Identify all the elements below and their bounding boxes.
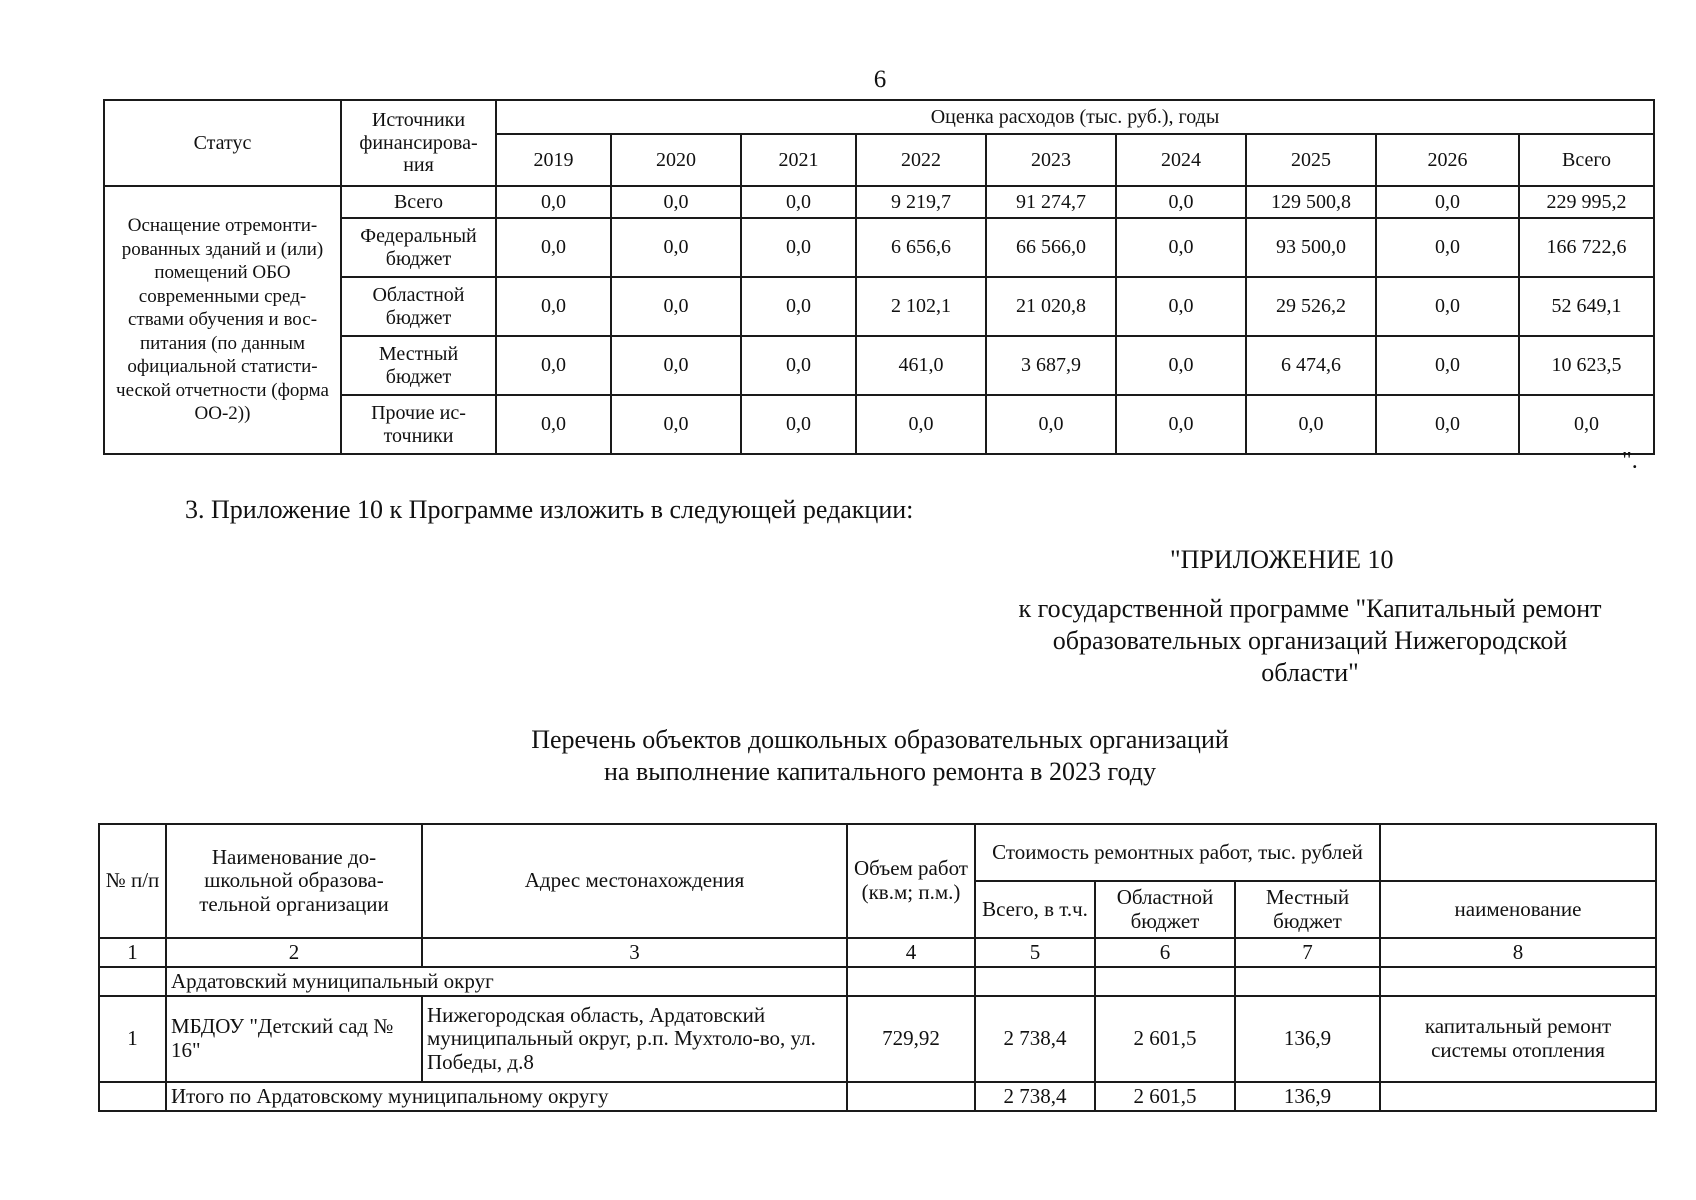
- value-cell: 0,0: [611, 218, 741, 277]
- objects-table: [98, 823, 1657, 1112]
- page-number: 6: [873, 66, 887, 93]
- total-sum: 2 738,4: [975, 1082, 1095, 1111]
- value-cell: 0,0: [1376, 218, 1519, 277]
- object-total: 2 738,4: [975, 996, 1095, 1082]
- value-cell: 0,0: [1116, 186, 1246, 218]
- col-name: Наименование до-школьной образова-тельной организации: [166, 824, 422, 938]
- object-name: МБДОУ "Детский сад № 16": [166, 996, 422, 1082]
- status-cell: Оснащение отремонти-рованных зданий и (или) помещений ОБО современными сред-ствами обучения и вос-питания (по данным официальной статисти-ческой отчетности (форма ОО-2)): [104, 186, 341, 454]
- col-regional: Областной бюджет: [1095, 881, 1235, 938]
- closing-quote: ".: [1622, 448, 1638, 474]
- col-local: Местный бюджет: [1235, 881, 1380, 938]
- appendix-title: "ПРИЛОЖЕНИЕ 10: [1170, 545, 1394, 574]
- source-cell: Федеральный бюджет: [341, 218, 496, 277]
- region-row: [99, 967, 1656, 996]
- value-cell: 0,0: [496, 186, 611, 218]
- col-index: 5: [975, 938, 1095, 967]
- value-cell: 0,0: [1519, 395, 1654, 454]
- source-cell: Областной бюджет: [341, 277, 496, 336]
- value-cell: 0,0: [1376, 186, 1519, 218]
- value-cell: 0,0: [986, 395, 1116, 454]
- region-name: Ардатовский муниципальный округ: [166, 967, 847, 996]
- year-header: 2023: [986, 134, 1116, 186]
- col-total: Всего, в т.ч.: [975, 881, 1095, 938]
- col-volume: Объем работ (кв.м; п.м.): [847, 824, 975, 938]
- col-index: 8: [1380, 938, 1656, 967]
- value-cell: 0,0: [496, 218, 611, 277]
- total-local: 136,9: [1235, 1082, 1380, 1111]
- col-naming: наименование: [1380, 881, 1656, 938]
- list-title: [380, 724, 1380, 788]
- list-title-line1: Перечень объектов дошкольных образовательных организаций: [531, 725, 1229, 754]
- value-cell: 9 219,7: [856, 186, 986, 218]
- value-cell: 0,0: [496, 395, 611, 454]
- object-volume: 729,92: [847, 996, 975, 1082]
- table-row: [99, 996, 1656, 1082]
- object-num: 1: [99, 996, 166, 1082]
- year-header: 2020: [611, 134, 741, 186]
- year-header: 2025: [1246, 134, 1376, 186]
- col-index: 3: [422, 938, 847, 967]
- col-source: Источники финансирова-ния: [341, 100, 496, 186]
- object-regional: 2 601,5: [1095, 996, 1235, 1082]
- value-cell: 0,0: [741, 336, 856, 395]
- value-cell: 0,0: [741, 218, 856, 277]
- object-local: 136,9: [1235, 996, 1380, 1082]
- object-address: Нижегородская область, Ардатовский муниципальный округ, р.п. Мухтоло-во, ул. Победы, д.8: [422, 996, 847, 1082]
- table-row: [104, 186, 1654, 218]
- year-header: 2019: [496, 134, 611, 186]
- year-header: 2022: [856, 134, 986, 186]
- col-num: № п/п: [99, 824, 166, 938]
- value-cell: 129 500,8: [1246, 186, 1376, 218]
- col-index: 6: [1095, 938, 1235, 967]
- value-cell: 461,0: [856, 336, 986, 395]
- value-cell: 6 656,6: [856, 218, 986, 277]
- value-cell: 6 474,6: [1246, 336, 1376, 395]
- value-cell: 10 623,5: [1519, 336, 1654, 395]
- value-cell: 0,0: [1116, 336, 1246, 395]
- col-work-blank: [1380, 824, 1656, 881]
- value-cell: 0,0: [856, 395, 986, 454]
- value-cell: 29 526,2: [1246, 277, 1376, 336]
- funding-table: [103, 99, 1655, 455]
- value-cell: 3 687,9: [986, 336, 1116, 395]
- col-estimate: Оценка расходов (тыс. руб.), годы: [496, 100, 1654, 134]
- value-cell: 0,0: [611, 277, 741, 336]
- value-cell: 0,0: [611, 395, 741, 454]
- total-label: Итого по Ардатовскому муниципальному округу: [166, 1082, 847, 1111]
- col-index: 4: [847, 938, 975, 967]
- value-cell: 91 274,7: [986, 186, 1116, 218]
- col-index: 7: [1235, 938, 1380, 967]
- value-cell: 0,0: [611, 336, 741, 395]
- value-cell: 0,0: [1116, 277, 1246, 336]
- source-cell: Прочие ис-точники: [341, 395, 496, 454]
- value-cell: 0,0: [1116, 395, 1246, 454]
- value-cell: 0,0: [1376, 336, 1519, 395]
- value-cell: 21 020,8: [986, 277, 1116, 336]
- col-index: 2: [166, 938, 422, 967]
- object-work: капитальный ремонт системы отопления: [1380, 996, 1656, 1082]
- value-cell: 66 566,0: [986, 218, 1116, 277]
- column-index-row: [99, 938, 1656, 967]
- year-header: 2021: [741, 134, 856, 186]
- value-cell: 0,0: [1246, 395, 1376, 454]
- col-index: 1: [99, 938, 166, 967]
- list-title-line2: на выполнение капитального ремонта в 2023 году: [604, 757, 1156, 787]
- paragraph: 3. Приложение 10 к Программе изложить в следующей редакции:: [185, 495, 914, 524]
- value-cell: 229 995,2: [1519, 186, 1654, 218]
- col-cost: Стоимость ремонтных работ, тыс. рублей: [975, 824, 1380, 881]
- year-header: Всего: [1519, 134, 1654, 186]
- total-row: [99, 1082, 1656, 1111]
- value-cell: 166 722,6: [1519, 218, 1654, 277]
- appendix-subtitle: к государственной программе "Капитальный ремонт образовательных организаций Нижегородской области": [1018, 594, 1602, 688]
- year-header: 2024: [1116, 134, 1246, 186]
- value-cell: 0,0: [741, 395, 856, 454]
- col-address: Адрес местонахождения: [422, 824, 847, 938]
- col-status: Статус: [104, 100, 341, 186]
- source-cell: Всего: [341, 186, 496, 218]
- value-cell: 0,0: [496, 336, 611, 395]
- year-header: 2026: [1376, 134, 1519, 186]
- value-cell: 0,0: [741, 277, 856, 336]
- value-cell: 0,0: [1376, 395, 1519, 454]
- value-cell: 0,0: [496, 277, 611, 336]
- value-cell: 0,0: [741, 186, 856, 218]
- value-cell: 0,0: [1376, 277, 1519, 336]
- value-cell: 52 649,1: [1519, 277, 1654, 336]
- value-cell: 0,0: [611, 186, 741, 218]
- total-regional: 2 601,5: [1095, 1082, 1235, 1111]
- value-cell: 93 500,0: [1246, 218, 1376, 277]
- value-cell: 0,0: [1116, 218, 1246, 277]
- source-cell: Местный бюджет: [341, 336, 496, 395]
- value-cell: 2 102,1: [856, 277, 986, 336]
